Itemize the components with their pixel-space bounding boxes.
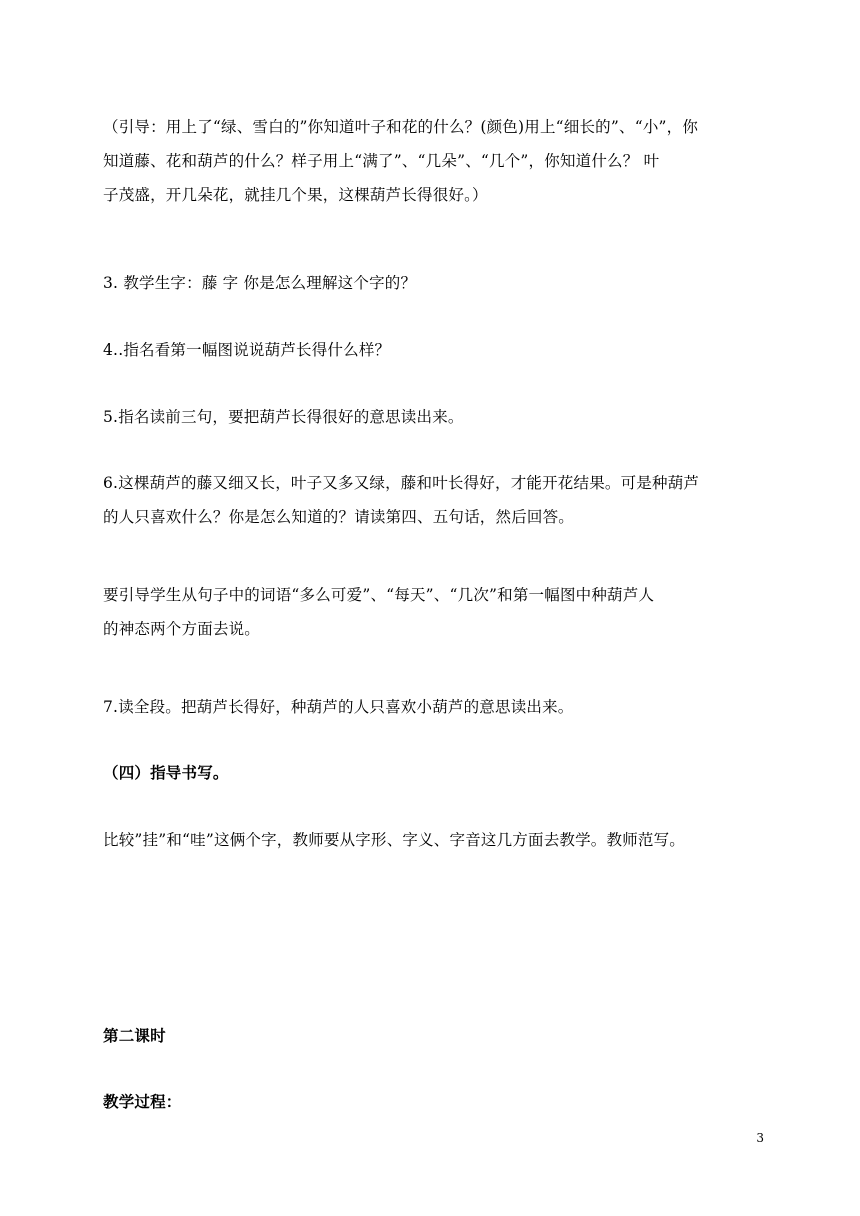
heading-text: 第二课时 bbox=[103, 1027, 166, 1045]
text-line: 3. 教学生字：藤 字 你是怎么理解这个字的？ bbox=[103, 274, 417, 292]
step-7-paragraph bbox=[103, 690, 763, 724]
text-line: 子茂盛，开几朵花，就挂几个果，这棵葫芦长得很好。） bbox=[103, 186, 488, 204]
section-heading-writing bbox=[103, 756, 763, 790]
step-5-paragraph bbox=[103, 400, 763, 434]
text-line: 4..指名看第一幅图说说葫芦长得什么样？ bbox=[103, 341, 391, 359]
writing-instruction-paragraph bbox=[103, 823, 763, 857]
step-4-paragraph bbox=[103, 333, 763, 367]
text-line: （引导：用上了“绿、雪白的”你知道叶子和花的什么？(颜色)用上“细长的”、“小”，你 bbox=[103, 118, 699, 136]
process-heading bbox=[103, 1085, 763, 1119]
page-number: 3 bbox=[756, 1131, 764, 1145]
guidance-note-paragraph bbox=[103, 578, 763, 646]
step-3-paragraph bbox=[103, 266, 763, 300]
heading-text: 教学过程： bbox=[103, 1093, 182, 1111]
text-line: 7.读全段。把葫芦长得好，种葫芦的人只喜欢小葫芦的意思读出来。 bbox=[103, 698, 574, 716]
text-line: 5.指名读前三句，要把葫芦长得很好的意思读出来。 bbox=[103, 408, 464, 426]
text-line: 要引导学生从句子中的词语“多么可爱”、“每天”、“几次”和第一幅图中种葫芦人 bbox=[103, 586, 655, 604]
text-line: 6.这棵葫芦的藤又细又长，叶子又多又绿，藤和叶长得好，才能开花结果。可是种葫芦 bbox=[103, 474, 700, 492]
heading-text: （四）指导书写。 bbox=[103, 764, 229, 782]
lesson-heading bbox=[103, 1019, 763, 1053]
text-line: 的人只喜欢什么？你是怎么知道的？请读第四、五句话，然后回答。 bbox=[103, 508, 575, 526]
text-line: 知道藤、花和葫芦的什么？样子用上“满了”、“几朵”、“几个”，你知道什么？ 叶 bbox=[103, 152, 660, 170]
text-line: 的神态两个方面去说。 bbox=[103, 620, 261, 638]
guidance-paragraph bbox=[103, 110, 763, 212]
text-line: 比较”挂”和“哇”这俩个字，教师要从字形、字义、字音这几方面去教学。教师范写。 bbox=[103, 831, 685, 849]
step-6-paragraph bbox=[103, 466, 763, 534]
